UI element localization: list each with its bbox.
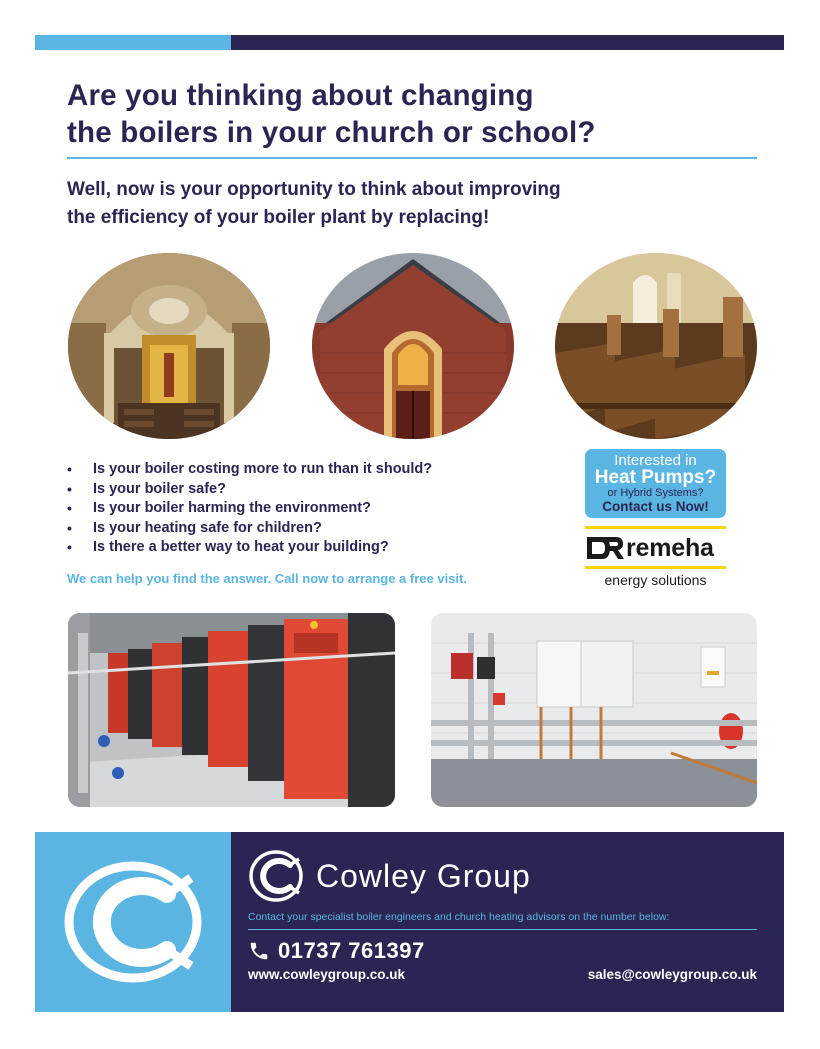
phone-number: 01737 761397: [278, 938, 425, 963]
contact-advisors-text: Contact your specialist boiler engineers and church heating advisors on the number below:: [248, 911, 670, 923]
question-list: [67, 460, 567, 558]
heat-pumps-promo-line-4: Contact us Now!: [602, 499, 709, 514]
boiler-room-photo: [68, 613, 395, 807]
brick-church-photo: [312, 253, 514, 439]
heat-pumps-promo-line-2: Heat Pumps?: [594, 467, 717, 488]
cowley-brand: [248, 848, 531, 904]
email-link[interactable]: sales@cowleygroup.co.uk: [587, 967, 757, 982]
headline-line-1: Are you thinking about changing: [67, 79, 534, 112]
subheading-line-1: Well, now is your opportunity to think about improving: [67, 179, 561, 200]
heat-pumps-promo-line-3: or Hybrid Systems?: [607, 487, 704, 499]
cowley-large-logo-icon: [63, 860, 203, 984]
remeha-tagline: energy solutions: [604, 572, 707, 588]
list-item: • Is your heating safe for children?: [67, 519, 567, 539]
top-color-bar: [35, 35, 784, 50]
footer-divider: [248, 929, 757, 930]
top-bar-light-segment: [35, 35, 231, 50]
heat-pumps-promo-box[interactable]: [585, 449, 726, 518]
remeha-logo: [586, 533, 726, 563]
remeha-mark-icon: [586, 535, 624, 561]
call-to-action-text: We can help you find the answer. Call now to arrange a free visit.: [67, 571, 467, 586]
phone-icon: [248, 940, 270, 962]
subheading-line-2: the efficiency of your boiler plant by replacing!: [67, 207, 490, 228]
subheading: [67, 176, 757, 232]
website-link[interactable]: www.cowleygroup.co.uk: [248, 967, 406, 982]
list-item: • Is your boiler costing more to run than it should?: [67, 460, 567, 480]
top-bar-dark-segment: [231, 35, 784, 50]
remeha-bottom-rule: [585, 566, 726, 569]
headline-divider: [67, 157, 757, 159]
church-pews-photo: [555, 253, 757, 439]
cowley-logo-icon: [248, 848, 304, 904]
footer-logo-panel: [35, 832, 231, 1012]
list-item: • Is your boiler harming the environment?: [67, 499, 567, 519]
headline-line-2: the boilers in your church or school?: [67, 116, 596, 149]
footer-contact-panel: [231, 832, 784, 1012]
remeha-wordmark: remeha: [626, 533, 714, 562]
phone-number-row[interactable]: [248, 938, 425, 964]
plant-room-photo: [431, 613, 757, 807]
church-interior-photo: [68, 253, 270, 439]
company-name: Cowley Group: [316, 857, 531, 894]
list-item: • Is there a better way to heat your building?: [67, 538, 567, 558]
remeha-top-rule: [585, 526, 726, 529]
list-item: • Is your boiler safe?: [67, 480, 567, 500]
headline: [67, 77, 757, 151]
heat-pumps-promo-line-1: Interested in: [614, 452, 697, 469]
